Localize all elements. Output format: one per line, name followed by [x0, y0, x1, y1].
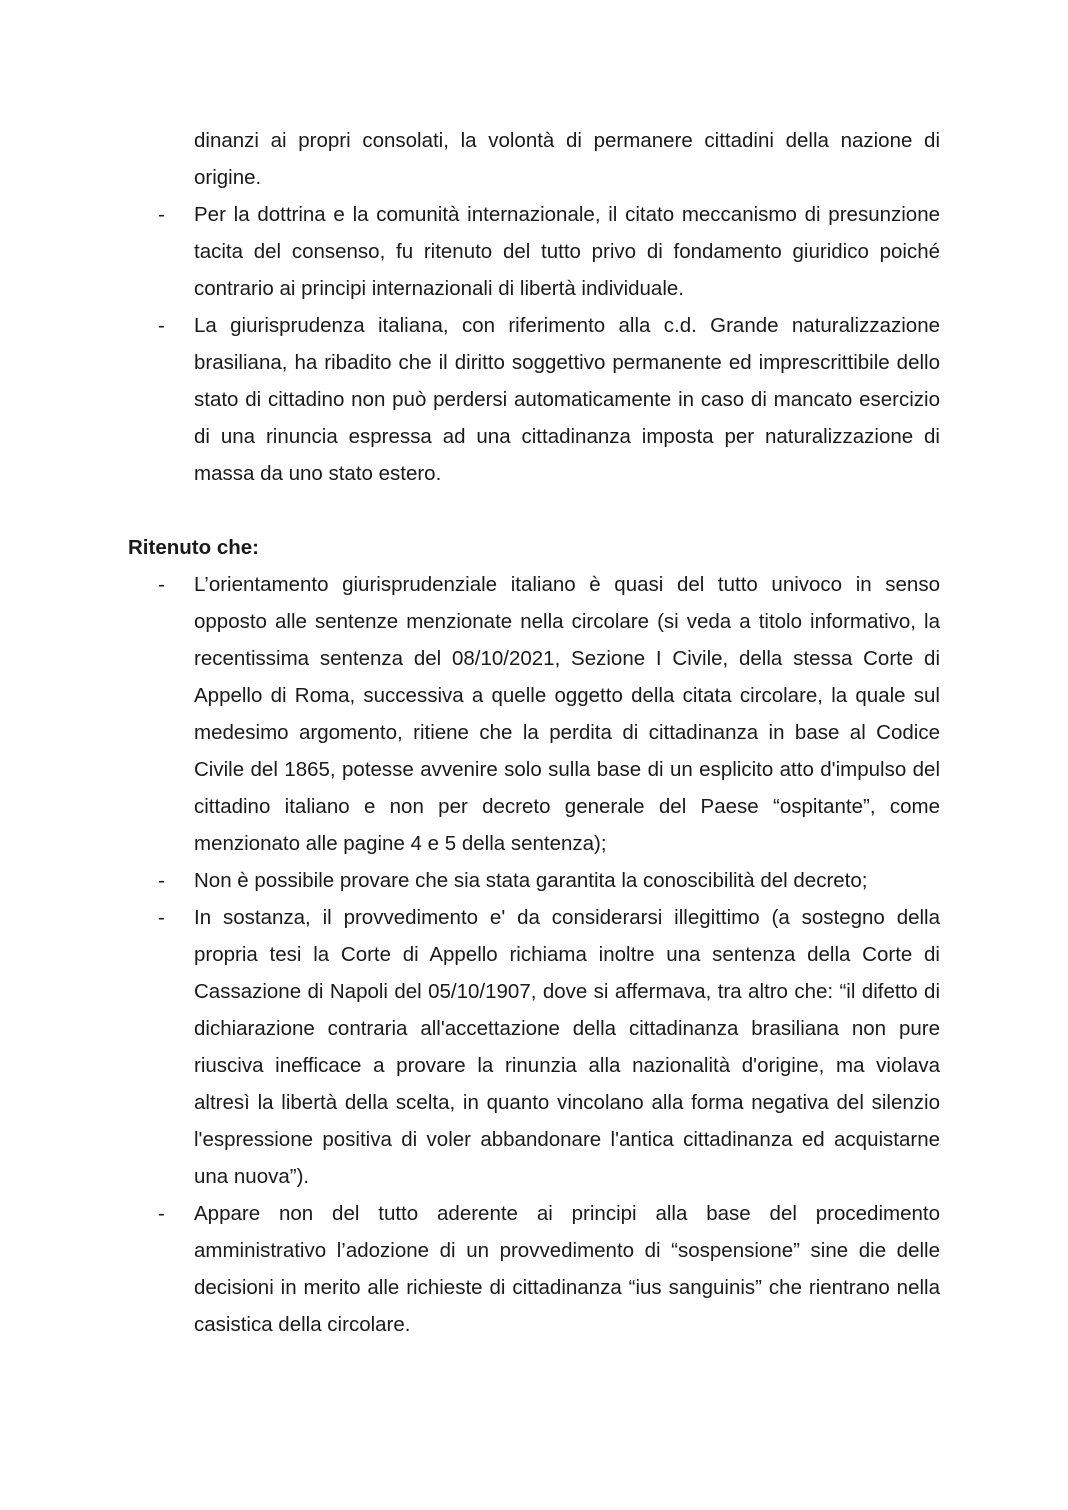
list-item-text: In sostanza, il provvedimento e' da considerarsi illegittimo (a sostegno della propria tesi la Corte di Appello richiama inoltre una sentenza della Corte di Cassazione di Napoli del 05/10/1907, dove si affermava, tra altro che: “il difetto di dichiarazione contraria all'accettazione della cittadinanza brasiliana non pure riusciva inefficace a provare la rinunzia alla nazionalità d'origine, ma violava altresì la libertà della scelta, in quanto vincolano alla forma negativa del silenzio l'espressione positiva di voler abbandonare l'antica cittadinanza ed acquistarne una nuova”).: [194, 906, 940, 1188]
bullet-dash: -: [158, 869, 165, 892]
list-item-text: La giurisprudenza italiana, con riferimento alla c.d. Grande naturalizzazione brasiliana, ha ribadito che il diritto soggettivo permanente ed imprescrittibile dello stato di cittadino non può perdersi automaticamente in caso di mancato esercizio di una rinuncia espressa ad una cittadinanza imposta per naturalizzazione di massa da uno stato estero.: [194, 314, 940, 485]
list-item: [128, 196, 940, 307]
bullet-dash: -: [158, 314, 165, 337]
document-body: [128, 122, 940, 1343]
list-item: [128, 307, 940, 492]
bullet-dash: -: [158, 906, 165, 929]
list-item: [128, 899, 940, 1195]
list-item: [128, 862, 940, 899]
list-item: [128, 566, 940, 862]
bullet-dash: -: [158, 203, 165, 226]
bullet-list-top: [128, 196, 940, 492]
list-item-text: Appare non del tutto aderente ai principi alla base del procedimento amministrativo l’adozione di un provvedimento di “sospensione” sine die delle decisioni in merito alle richieste di cittadinanza “ius sanguinis” che rientrano nella casistica della circolare.: [194, 1202, 940, 1336]
list-item-text: Non è possibile provare che sia stata garantita la conoscibilità del decreto;: [194, 869, 868, 892]
bullet-dash: -: [158, 1202, 165, 1225]
continuation-paragraph: dinanzi ai propri consolati, la volontà di permanere cittadini della nazione di origine.: [194, 129, 940, 189]
list-item-text: Per la dottrina e la comunità internazionale, il citato meccanismo di presunzione tacita del consenso, fu ritenuto del tutto privo di fondamento giuridico poiché contrario ai principi internazionali di libertà individuale.: [194, 203, 940, 300]
section-heading: Ritenuto che:: [128, 536, 259, 559]
list-item: [128, 1195, 940, 1343]
bullet-list-bottom: [128, 566, 940, 1343]
list-item-text: L’orientamento giurisprudenziale italiano è quasi del tutto univoco in senso opposto alle sentenze menzionate nella circolare (si veda a titolo informativo, la recentissima sentenza del 08/10/2021, Sezione I Civile, della stessa Corte di Appello di Roma, successiva a quelle oggetto della citata circolare, la quale sul medesimo argomento, ritiene che la perdita di cittadinanza in base al Codice Civile del 1865, potesse avvenire solo sulla base di un esplicito atto d'impulso del cittadino italiano e non per decreto generale del Paese “ospitante”, come menzionato alle pagine 4 e 5 della sentenza);: [194, 573, 940, 855]
bullet-dash: -: [158, 573, 165, 596]
